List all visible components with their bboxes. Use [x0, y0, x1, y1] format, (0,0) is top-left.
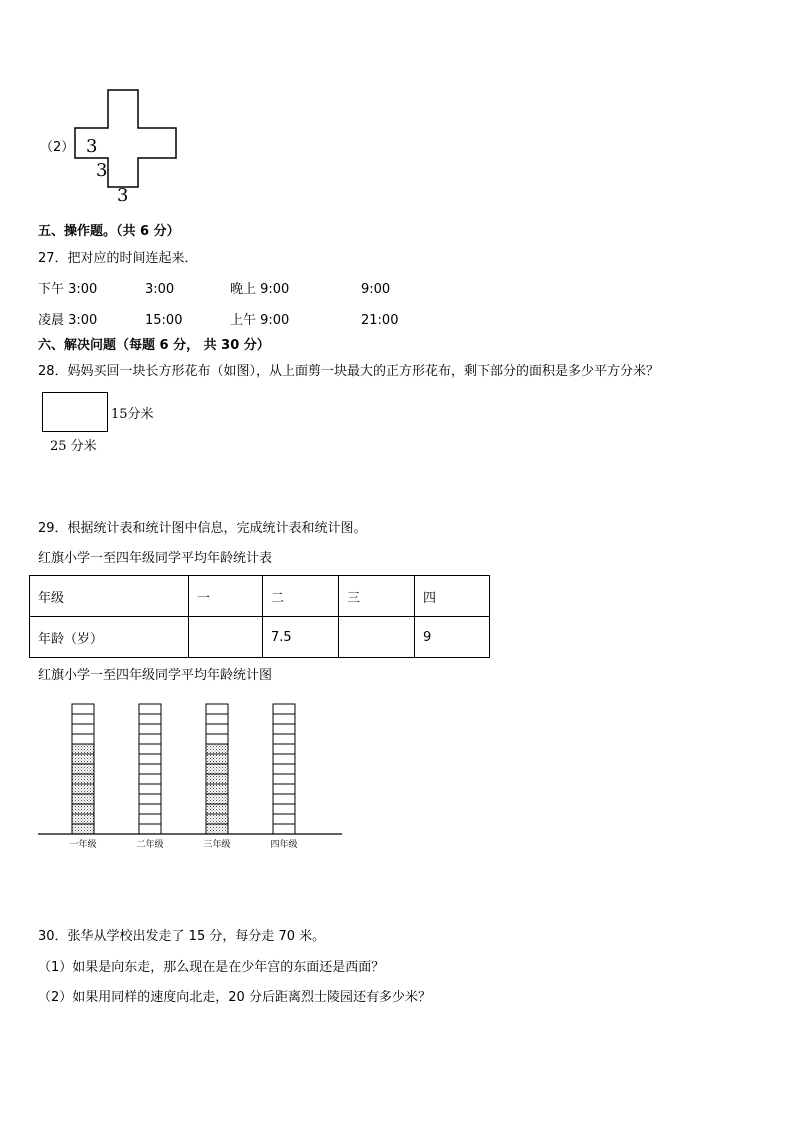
- table-cell: 四: [415, 576, 490, 617]
- section-5-heading: 五、操作题。（共 6 分）: [38, 224, 180, 239]
- cloth-width-label: 15分米: [111, 407, 154, 422]
- bar-cell-filled: [72, 744, 94, 754]
- figure-label: （2）: [40, 140, 75, 155]
- time-left-1: 下午 3:00: [38, 282, 98, 297]
- bar-cell-empty: [273, 724, 295, 734]
- table-cell: 三: [339, 576, 415, 617]
- question-28-text: 28．妈妈买回一块长方形花布（如图），从上面剪一块最大的正方形花布，剩下部分的面积是多少平方分米？: [38, 364, 660, 379]
- question-30-text: 30．张华从学校出发走了 15 分，每分走 70 米。: [38, 929, 326, 944]
- bar-cell-empty: [273, 814, 295, 824]
- bar-cell-empty: [206, 734, 228, 744]
- table-title: 红旗小学一至四年级同学平均年龄统计表: [38, 551, 273, 566]
- table-row: [30, 617, 490, 658]
- bar-cell-empty: [139, 724, 161, 734]
- time-mid-2: 15:00: [145, 313, 183, 328]
- bar-cell-empty: [273, 764, 295, 774]
- chart-title: 红旗小学一至四年级同学平均年龄统计图: [38, 668, 273, 683]
- bar-cell-empty: [273, 734, 295, 744]
- bar-cell-empty: [273, 754, 295, 764]
- bar-cell-filled: [72, 764, 94, 774]
- table-cell-answer-blank[interactable]: [339, 617, 415, 658]
- bar-cell-empty: [206, 724, 228, 734]
- bar-cell-empty: [139, 704, 161, 714]
- bar-cell-filled: [206, 764, 228, 774]
- bar-cell-filled: [72, 774, 94, 784]
- bar-cell-filled: [206, 794, 228, 804]
- bar-column: [72, 704, 94, 834]
- bar-cell-filled: [72, 824, 94, 834]
- bar-cell-filled: [72, 754, 94, 764]
- bar-cell-empty: [273, 794, 295, 804]
- table-cell: 7.5: [263, 617, 339, 658]
- table-header-row: [30, 576, 490, 617]
- bar-cell-empty: [139, 804, 161, 814]
- bar-cell-empty: [139, 824, 161, 834]
- cloth-length-label: 25 分米: [50, 439, 97, 454]
- cloth-rectangle: [42, 392, 108, 432]
- table-cell: 年级: [30, 576, 189, 617]
- x-tick-label: 三年级: [203, 840, 231, 850]
- table-cell-answer-blank[interactable]: [189, 617, 263, 658]
- x-tick-label: 二年级: [136, 840, 164, 850]
- bar-cell-filled: [206, 824, 228, 834]
- bar-column: [273, 704, 295, 834]
- bar-cell-empty: [273, 824, 295, 834]
- bar-cell-empty: [72, 724, 94, 734]
- bar-cell-empty: [273, 774, 295, 784]
- bar-cell-filled: [206, 784, 228, 794]
- question-27-text: 27．把对应的时间连起来．: [38, 251, 198, 266]
- bar-cell-empty: [273, 704, 295, 714]
- side-label-middle: 3: [96, 160, 108, 181]
- bar-column: [139, 704, 161, 834]
- bar-cell-empty: [273, 804, 295, 814]
- bar-cell-filled: [206, 754, 228, 764]
- time-far-2: 21:00: [361, 313, 399, 328]
- bar-cell-empty: [273, 744, 295, 754]
- bar-cell-empty: [139, 714, 161, 724]
- bar-cell-empty: [206, 714, 228, 724]
- age-bar-chart: [30, 695, 350, 855]
- bar-cell-empty: [139, 754, 161, 764]
- time-right-2: 上午 9:00: [230, 313, 290, 328]
- bar-cell-filled: [72, 794, 94, 804]
- table-cell: 二: [263, 576, 339, 617]
- bar-cell-empty: [206, 704, 228, 714]
- bar-cell-empty: [139, 814, 161, 824]
- bar-cell-empty: [139, 784, 161, 794]
- x-tick-label: 一年级: [69, 840, 97, 850]
- bar-cell-filled: [72, 814, 94, 824]
- bar-cell-filled: [206, 814, 228, 824]
- bar-cell-empty: [139, 794, 161, 804]
- time-far-1: 9:00: [361, 282, 391, 297]
- bar-cell-empty: [72, 734, 94, 744]
- table-cell: 年龄（岁）: [30, 617, 189, 658]
- bar-cell-empty: [139, 734, 161, 744]
- x-tick-label: 四年级: [270, 840, 298, 850]
- bar-cell-filled: [206, 744, 228, 754]
- bar-cell-filled: [72, 784, 94, 794]
- question-30-sub-1: （1）如果是向东走，那么现在是在少年宫的东面还是西面？: [38, 960, 385, 975]
- bar-cell-empty: [72, 714, 94, 724]
- side-label-bottom: 3: [117, 185, 129, 206]
- bar-cell-empty: [139, 744, 161, 754]
- time-mid-1: 3:00: [145, 282, 175, 297]
- time-right-1: 晚上 9:00: [230, 282, 290, 297]
- time-left-2: 凌晨 3:00: [38, 313, 98, 328]
- bar-cell-empty: [139, 764, 161, 774]
- bar-cell-filled: [206, 804, 228, 814]
- table-cell: 一: [189, 576, 263, 617]
- question-30-sub-2: （2）如果用同样的速度向北走，20 分后距离烈士陵园还有多少米？: [38, 990, 431, 1005]
- side-label-left: 3: [86, 136, 98, 157]
- age-stat-table: [29, 575, 490, 658]
- bar-cell-filled: [72, 804, 94, 814]
- bar-cell-filled: [206, 774, 228, 784]
- question-29-text: 29．根据统计表和统计图中信息，完成统计表和统计图。: [38, 521, 367, 536]
- bar-cell-empty: [273, 714, 295, 724]
- bar-cell-empty: [139, 774, 161, 784]
- section-6-heading: 六、解决问题（每题 6 分， 共 30 分）: [38, 338, 270, 353]
- bar-cell-empty: [273, 784, 295, 794]
- bar-cell-empty: [72, 704, 94, 714]
- table-cell: 9: [415, 617, 490, 658]
- bar-column: [206, 704, 228, 834]
